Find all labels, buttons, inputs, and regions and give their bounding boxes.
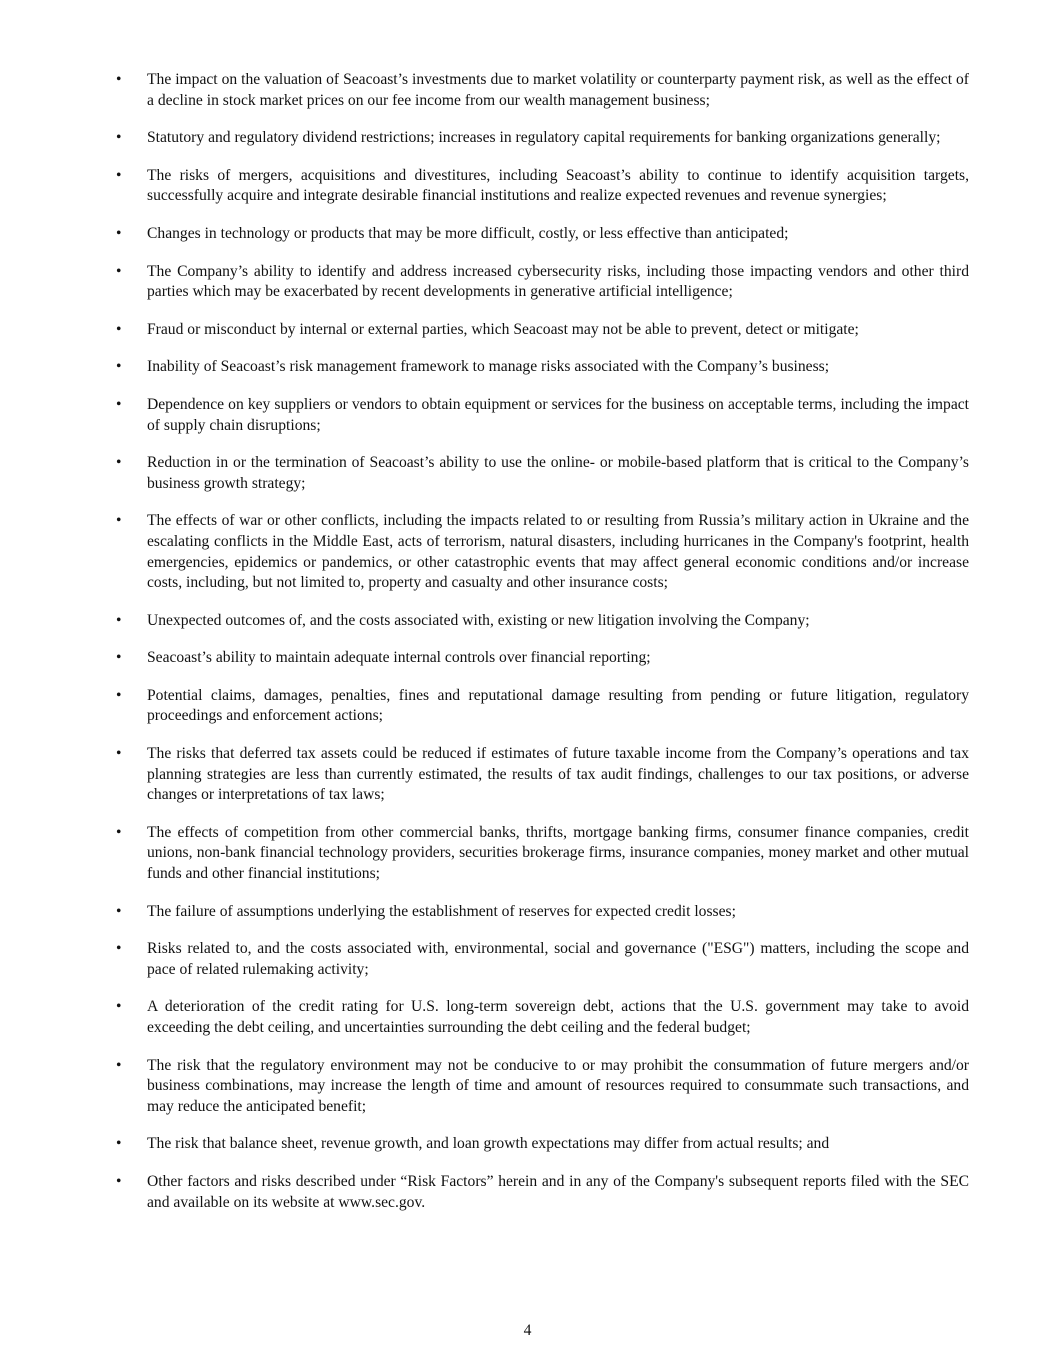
list-item [0,166,1055,207]
bullet-icon: • [116,902,122,920]
bullet-icon: • [116,1056,122,1074]
bullet-icon: • [116,262,122,280]
list-item [0,939,1055,980]
risk-factor-list [0,70,1055,1230]
bullet-icon: • [116,745,122,763]
list-item-text: Statutory and regulatory dividend restrictions; increases in regulatory capital requirements for banking organizations generally; [147,129,941,147]
list-item [0,1056,1055,1118]
bullet-icon: • [116,686,122,704]
list-item [0,128,1055,149]
bullet-icon: • [116,224,122,242]
list-item-text: The effects of competition from other commercial banks, thrifts, mortgage banking firms, consumer finance companies, credit unions, non-bank financial technology providers, securities brokerage firms, insurance companies, money market and other mutual funds and other financial institutions; [147,823,969,883]
list-item-text: The effects of war or other conflicts, including the impacts related to or resulting from Russia’s military action in Ukraine and the escalating conflicts in the Middle East, acts of terrorism, natural disasters, including hurricanes in the Company's footprint, health emergencies, epidemics or pandemics, or other catastrophic events that may affect general economic conditions and/or increase costs, including, but not limited to, property and casualty and other insurance costs; [147,512,969,592]
list-item [0,357,1055,378]
bullet-icon: • [116,940,122,958]
list-item-text: Potential claims, damages, penalties, fines and reputational damage resulting from pending or future litigation, regulatory proceedings and enforcement actions; [147,686,969,725]
list-item [0,70,1055,111]
list-item [0,686,1055,727]
list-item [0,744,1055,806]
list-item [0,1172,1055,1213]
bullet-icon: • [116,649,122,667]
bullet-icon: • [116,71,122,88]
bullet-icon: • [116,611,122,629]
list-item [0,902,1055,923]
list-item-text: A deterioration of the credit rating for U.S. long-term sovereign debt, actions that the U.S. government may take to avoid exceeding the debt ceiling, and uncertainties surrounding the debt ceiling and the federal budget; [147,998,969,1036]
list-item [0,648,1055,669]
bullet-icon: • [116,166,122,184]
list-item [0,511,1055,593]
bullet-icon: • [116,358,122,376]
bullet-icon: • [116,454,122,472]
list-item-text: The impact on the valuation of Seacoast’s investments due to market volatility or counterparty payment risk, as well as the effect of a decline in stock market prices on our fee income from our wealth management business; [147,71,969,109]
list-item [0,997,1055,1038]
bullet-icon: • [116,395,122,413]
list-item [0,611,1055,632]
list-item-text: The failure of assumptions underlying the establishment of reserves for expected credit losses; [147,902,736,920]
list-item-text: The risk that balance sheet, revenue growth, and loan growth expectations may differ from actual results; and [147,1135,830,1153]
bullet-icon: • [116,320,122,338]
bullet-icon: • [116,1172,122,1190]
bullet-icon: • [116,823,122,841]
bullet-icon: • [116,1135,122,1153]
list-item-text: Seacoast’s ability to maintain adequate internal controls over financial reporting; [147,649,651,667]
list-item-text: The Company’s ability to identify and address increased cybersecurity risks, including those impacting vendors and other third parties which may be exacerbated by recent developments in generative artificial intelligence; [147,262,969,301]
list-item-text: Fraud or misconduct by internal or external parties, which Seacoast may not be able to prevent, detect or mitigate; [147,320,859,338]
list-item-text: Inability of Seacoast’s risk management framework to manage risks associated with the Company’s business; [147,358,830,376]
page-number: 4 [523,1322,532,1339]
list-item [0,823,1055,885]
list-item-text: Unexpected outcomes of, and the costs associated with, existing or new litigation involving the Company; [147,611,810,629]
list-item-text: Reduction in or the termination of Seacoast’s ability to use the online- or mobile-based platform that is critical to the Company’s business growth strategy; [147,454,969,492]
list-item-text: Dependence on key suppliers or vendors to obtain equipment or services for the business on acceptable terms, including the impact of supply chain disruptions; [147,395,969,434]
bullet-icon: • [116,129,122,147]
list-item-text: The risks that deferred tax assets could be reduced if estimates of future taxable income from the Company’s operations and tax planning strategies are less than currently estimated, the results of tax audit findings, challenges to our tax positions, or adverse changes or interpretations of tax laws; [147,745,969,804]
list-item-text: Other factors and risks described under “Risk Factors” herein and in any of the Company's subsequent reports filed with the SEC and available on its website at www.sec.gov. [147,1172,969,1211]
list-item-text: The risk that the regulatory environment may not be conducive to or may prohibit the consummation of future mergers and/or business combinations, may increase the length of time and amount of resources required to consummate such transactions, and may reduce the anticipated benefit; [147,1056,969,1115]
bullet-icon: • [116,512,122,530]
bullet-icon: • [116,998,122,1016]
list-item [0,320,1055,341]
list-item-text: Changes in technology or products that may be more difficult, costly, or less effective than anticipated; [147,224,789,242]
list-item [0,453,1055,494]
list-item [0,262,1055,303]
list-item [0,224,1055,245]
list-item [0,395,1055,436]
list-item-text: The risks of mergers, acquisitions and divestitures, including Seacoast’s ability to continue to identify acquisition targets, successfully acquire and integrate desirable financial institutions and realize expected revenues and revenue synergies; [147,166,969,205]
list-item [0,1134,1055,1155]
list-item-text: Risks related to, and the costs associated with, environmental, social and governance ("ESG") matters, including the scope and pace of related rulemaking activity; [147,940,969,978]
